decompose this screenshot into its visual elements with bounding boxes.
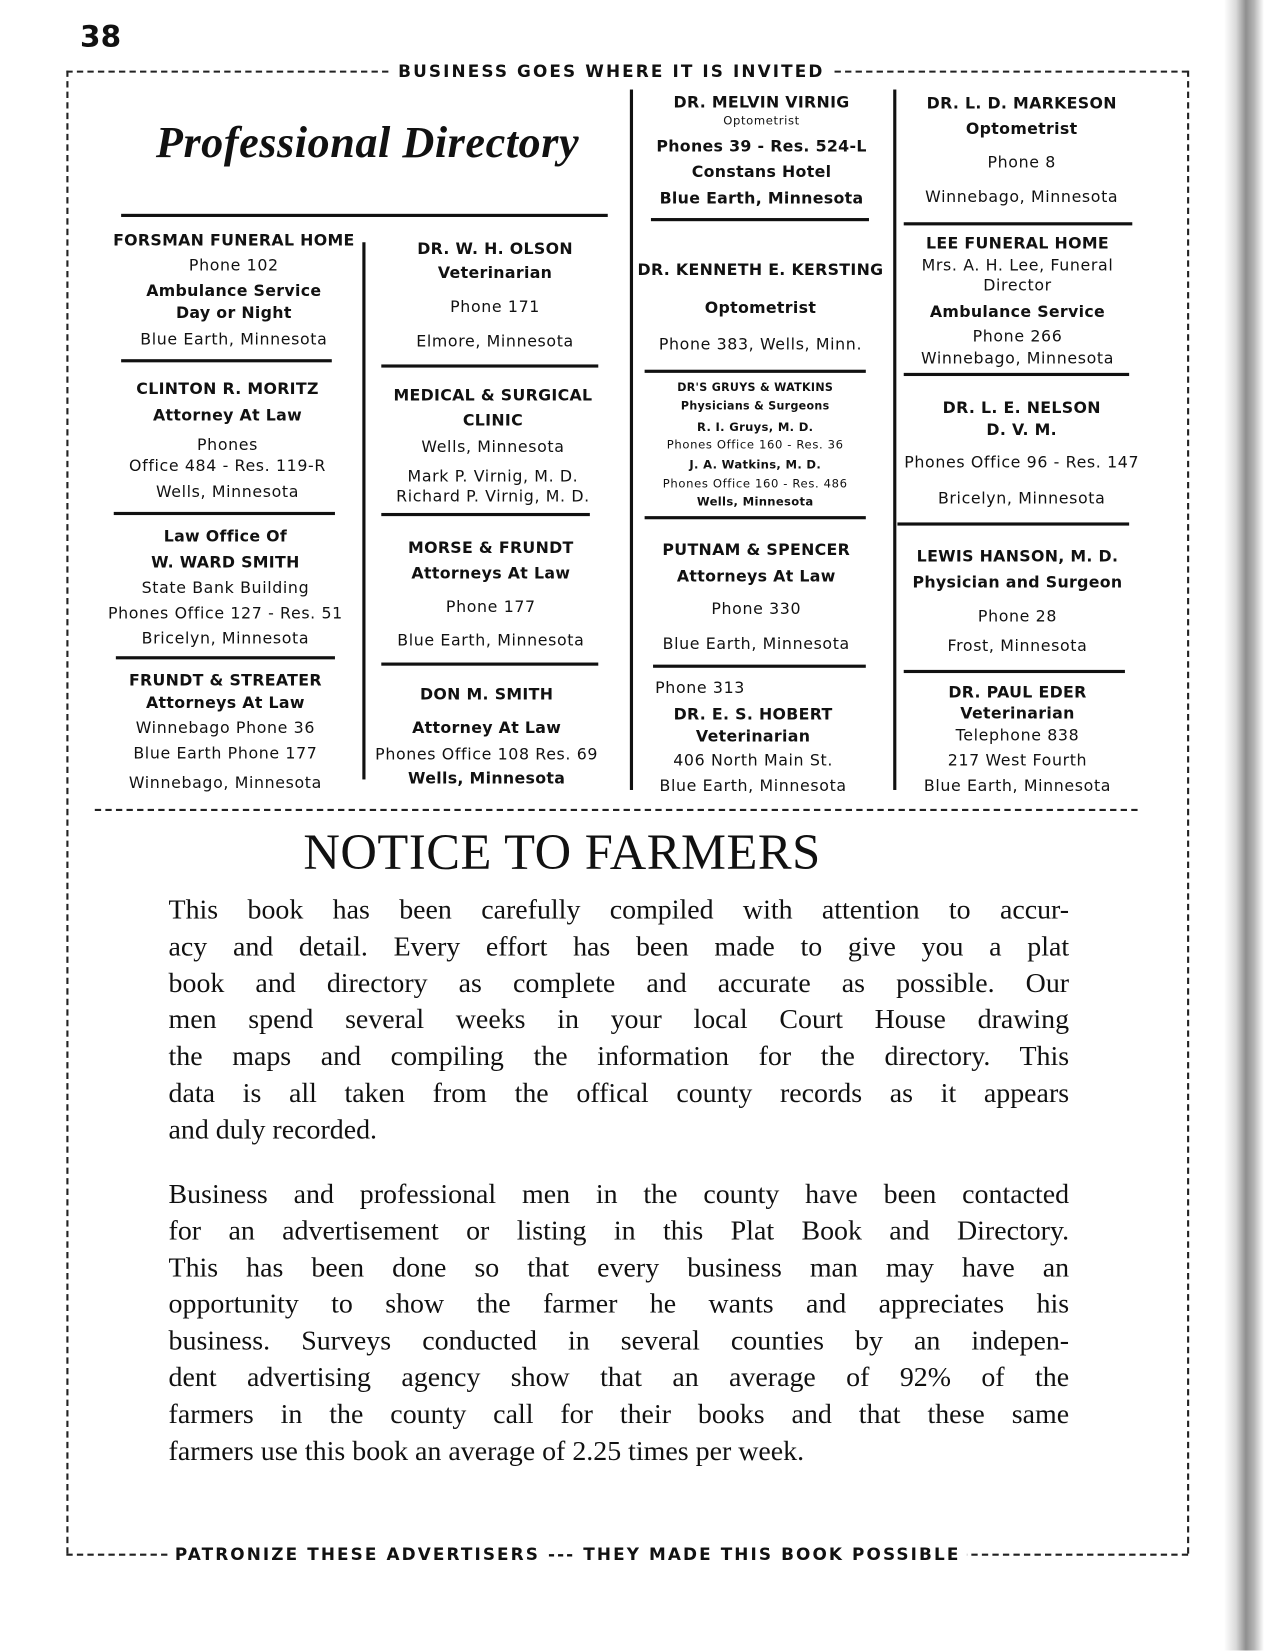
listing-name: MEDICAL & SURGICAL <box>393 385 593 405</box>
listing-divider <box>904 222 1133 225</box>
right-border <box>1187 71 1189 1554</box>
listing-divider <box>904 670 1125 673</box>
listing-detail: Wells, Minnesota <box>421 437 565 457</box>
notice-line: business. Surveys conducted in several counties by an indepen- <box>168 1324 1070 1356</box>
listing-detail: Winnebago Phone 36 <box>135 718 316 738</box>
listing-detail: Phones Office 108 Res. 69 <box>375 744 599 764</box>
listing-divider <box>116 656 335 659</box>
listing-detail: Phone 102 <box>188 255 279 275</box>
listing-detail: Constans Hotel <box>691 162 832 182</box>
listing-divider <box>653 665 866 668</box>
listing-divider <box>897 522 1129 525</box>
listing-divider <box>381 364 598 367</box>
listing-name: DR. L. E. NELSON <box>942 398 1101 418</box>
listing-detail: Phones Office 127 - Res. 51 <box>107 603 343 623</box>
listing-detail: Blue Earth Phone 177 <box>133 743 318 763</box>
notice-line: men spend several weeks in your local Court House drawing <box>168 1003 1070 1035</box>
listing-detail: Optometrist <box>704 298 817 318</box>
listing-name: DR. KENNETH E. KERSTING <box>637 260 884 280</box>
listing-detail: Phone 266 <box>972 326 1063 346</box>
listing-detail: Blue Earth, Minnesota <box>659 776 847 796</box>
listing-name: Law Office Of <box>163 526 288 546</box>
notice-line: acy and detail. Every effort has been made to give you a plat <box>168 929 1070 962</box>
listing-detail: Phone 330 <box>711 599 802 619</box>
notice-line: This book has been carefully compiled with attention to accur- <box>168 893 1070 925</box>
listing-detail: D. V. M. <box>986 420 1057 440</box>
notice-line: farmers in the county call for their books and that these same <box>168 1397 1070 1430</box>
listing-detail: Blue Earth, Minnesota <box>140 329 328 349</box>
listing-name: DON M. SMITH <box>419 684 554 704</box>
listing-detail: Optometrist <box>965 119 1078 138</box>
listing-detail: Winnebago, Minnesota <box>128 773 322 793</box>
listing-detail: Phones <box>197 435 259 454</box>
left-border <box>66 71 68 1554</box>
listing-detail: Mrs. A. H. Lee, Funeral <box>921 255 1114 275</box>
listing-divider <box>381 663 598 666</box>
listing-detail: Winnebago, Minnesota <box>920 348 1115 368</box>
listing-detail: Blue Earth, Minnesota <box>659 188 864 208</box>
listing-detail: Wells, Minnesota <box>155 482 300 502</box>
title-rule <box>121 214 608 217</box>
listing-name: DR. MELVIN VIRNIG <box>673 92 850 112</box>
listing-detail: Blue Earth, Minnesota <box>662 634 850 654</box>
listing-detail: 217 West Fourth <box>947 751 1088 770</box>
listing-detail: Attorney At Law <box>152 405 303 425</box>
column-divider <box>630 90 633 790</box>
listing-detail: J. A. Watkins, M. D. <box>689 458 822 472</box>
listing-detail: Ambulance Service <box>146 281 322 301</box>
listing-detail: State Bank Building <box>141 578 310 598</box>
listing-detail: DR. E. S. HOBERT <box>673 704 833 724</box>
scan-edge <box>1224 0 1264 1651</box>
listing-name: LEWIS HANSON, M. D. <box>916 546 1119 566</box>
notice-heading: NOTICE TO FARMERS <box>303 824 821 881</box>
notice-line: opportunity to show the farmer he wants and appreciates his <box>168 1287 1070 1320</box>
listing-detail: Day or Night <box>175 303 292 323</box>
listing-detail: Attorneys At Law <box>145 693 305 713</box>
listing-detail: Richard P. Virnig, M. D. <box>396 486 590 506</box>
listing-detail: Phone 171 <box>450 297 540 316</box>
listing-detail: CLINIC <box>462 410 524 430</box>
listing-detail: Physician and Surgeon <box>912 572 1123 592</box>
listing-detail: Winnebago, Minnesota <box>925 187 1119 207</box>
listing-detail: Phone 28 <box>977 606 1058 626</box>
notice-line: the maps and compiling the information for the directory. This <box>168 1039 1070 1072</box>
listing-detail: Phone 8 <box>987 152 1056 172</box>
listing-detail: Physicians & Surgeons <box>680 400 830 413</box>
listing-detail: Phones Office 160 - Res. 486 <box>662 477 848 491</box>
listing-detail: Phone 383, Wells, Minn. <box>658 334 863 354</box>
notice-line: and duly recorded. <box>168 1113 378 1145</box>
listing-detail: Attorneys At Law <box>676 566 836 586</box>
listing-detail: Wells, Minnesota <box>696 495 814 509</box>
listing-name: LEE FUNERAL HOME <box>925 233 1109 253</box>
notice-line: book and directory as complete and accurate as possible. Our <box>168 966 1070 999</box>
listing-detail: Bricelyn, Minnesota <box>141 628 310 648</box>
listing-detail: Veterinarian <box>960 703 1075 723</box>
listing-detail: Mark P. Virnig, M. D. <box>407 466 579 486</box>
listing-detail: Attorney At Law <box>412 718 562 738</box>
page-number: 38 <box>80 18 122 54</box>
listing-detail: Veterinarian <box>437 263 553 283</box>
listing-name: CLINTON R. MORITZ <box>136 379 319 399</box>
notice-line: farmers use this book an average of 2.25 times per week. <box>168 1434 805 1466</box>
listing-detail: Office 484 - Res. 119-R <box>129 456 326 476</box>
footer-banner: PATRONIZE THESE ADVERTISERS --- THEY MADE THIS BOOK POSSIBLE <box>169 1544 967 1564</box>
listing-detail: Optometrist <box>723 113 800 128</box>
column-divider <box>362 242 365 779</box>
listing-detail: Phones 39 - Res. 524-L <box>656 136 867 156</box>
listing-detail: Telephone 838 <box>955 725 1080 745</box>
listing-divider <box>645 370 866 373</box>
notice-line: Business and professional men in the county have been contacted <box>168 1177 1070 1210</box>
listing-name: Phone 313 <box>655 678 745 698</box>
notice-line: for an advertisement or listing in this Plat Book and Directory. <box>168 1214 1070 1246</box>
listing-detail: Blue Earth, Minnesota <box>923 776 1112 796</box>
listing-detail: W. WARD SMITH <box>151 552 300 572</box>
listing-detail: Bricelyn, Minnesota <box>937 488 1106 508</box>
listing-divider <box>651 218 869 221</box>
listing-divider <box>114 512 335 515</box>
listing-divider <box>121 359 332 362</box>
listing-detail: Wells, Minnesota <box>408 768 566 788</box>
directory-title: Professional Directory <box>155 119 580 168</box>
notice-paragraph <box>169 891 1070 1148</box>
listing-detail: Frost, Minnesota <box>947 636 1088 656</box>
column-divider <box>893 90 896 790</box>
header-banner: BUSINESS GOES WHERE IT IS INVITED <box>392 61 831 81</box>
listing-name: DR'S GRUYS & WATKINS <box>677 381 834 394</box>
listing-name: FORSMAN FUNERAL HOME <box>113 230 355 250</box>
listing-detail: Director <box>983 275 1052 295</box>
listing-divider <box>381 513 590 516</box>
listing-name: FRUNDT & STREATER <box>128 670 322 690</box>
notice-paragraph <box>169 1175 1070 1468</box>
listing-name: DR. L. D. MARKESON <box>926 93 1117 113</box>
notice-line: data is all taken from the offical county records as it appears <box>168 1076 1070 1109</box>
listing-name: DR. PAUL EDER <box>948 682 1087 702</box>
notice-line: dent advertising agency show that an average of 92% of the <box>168 1360 1070 1393</box>
listing-name: DR. W. H. OLSON <box>417 239 573 259</box>
listing-detail: Phone 177 <box>445 597 536 617</box>
directory-bottom-border <box>95 809 1138 811</box>
listing-detail: Phones Office 160 - Res. 36 <box>666 438 844 452</box>
listing-detail: Veterinarian <box>695 726 811 746</box>
listing-detail: Ambulance Service <box>929 302 1106 322</box>
listing-detail: Elmore, Minnesota <box>416 331 574 351</box>
listing-detail: Attorneys At Law <box>411 563 571 583</box>
listing-detail: Phones Office 96 - Res. 147 <box>904 452 1140 472</box>
listing-detail: Blue Earth, Minnesota <box>397 630 585 650</box>
listing-detail: 406 North Main St. <box>673 751 833 770</box>
notice-line: This has been done so that every business man may have an <box>168 1250 1070 1283</box>
listing-divider <box>904 373 1129 376</box>
listing-divider <box>645 516 866 519</box>
listing-detail: R. I. Gruys, M. D. <box>697 420 814 434</box>
listing-name: MORSE & FRUNDT <box>408 538 574 558</box>
listing-name: PUTNAM & SPENCER <box>662 540 851 560</box>
